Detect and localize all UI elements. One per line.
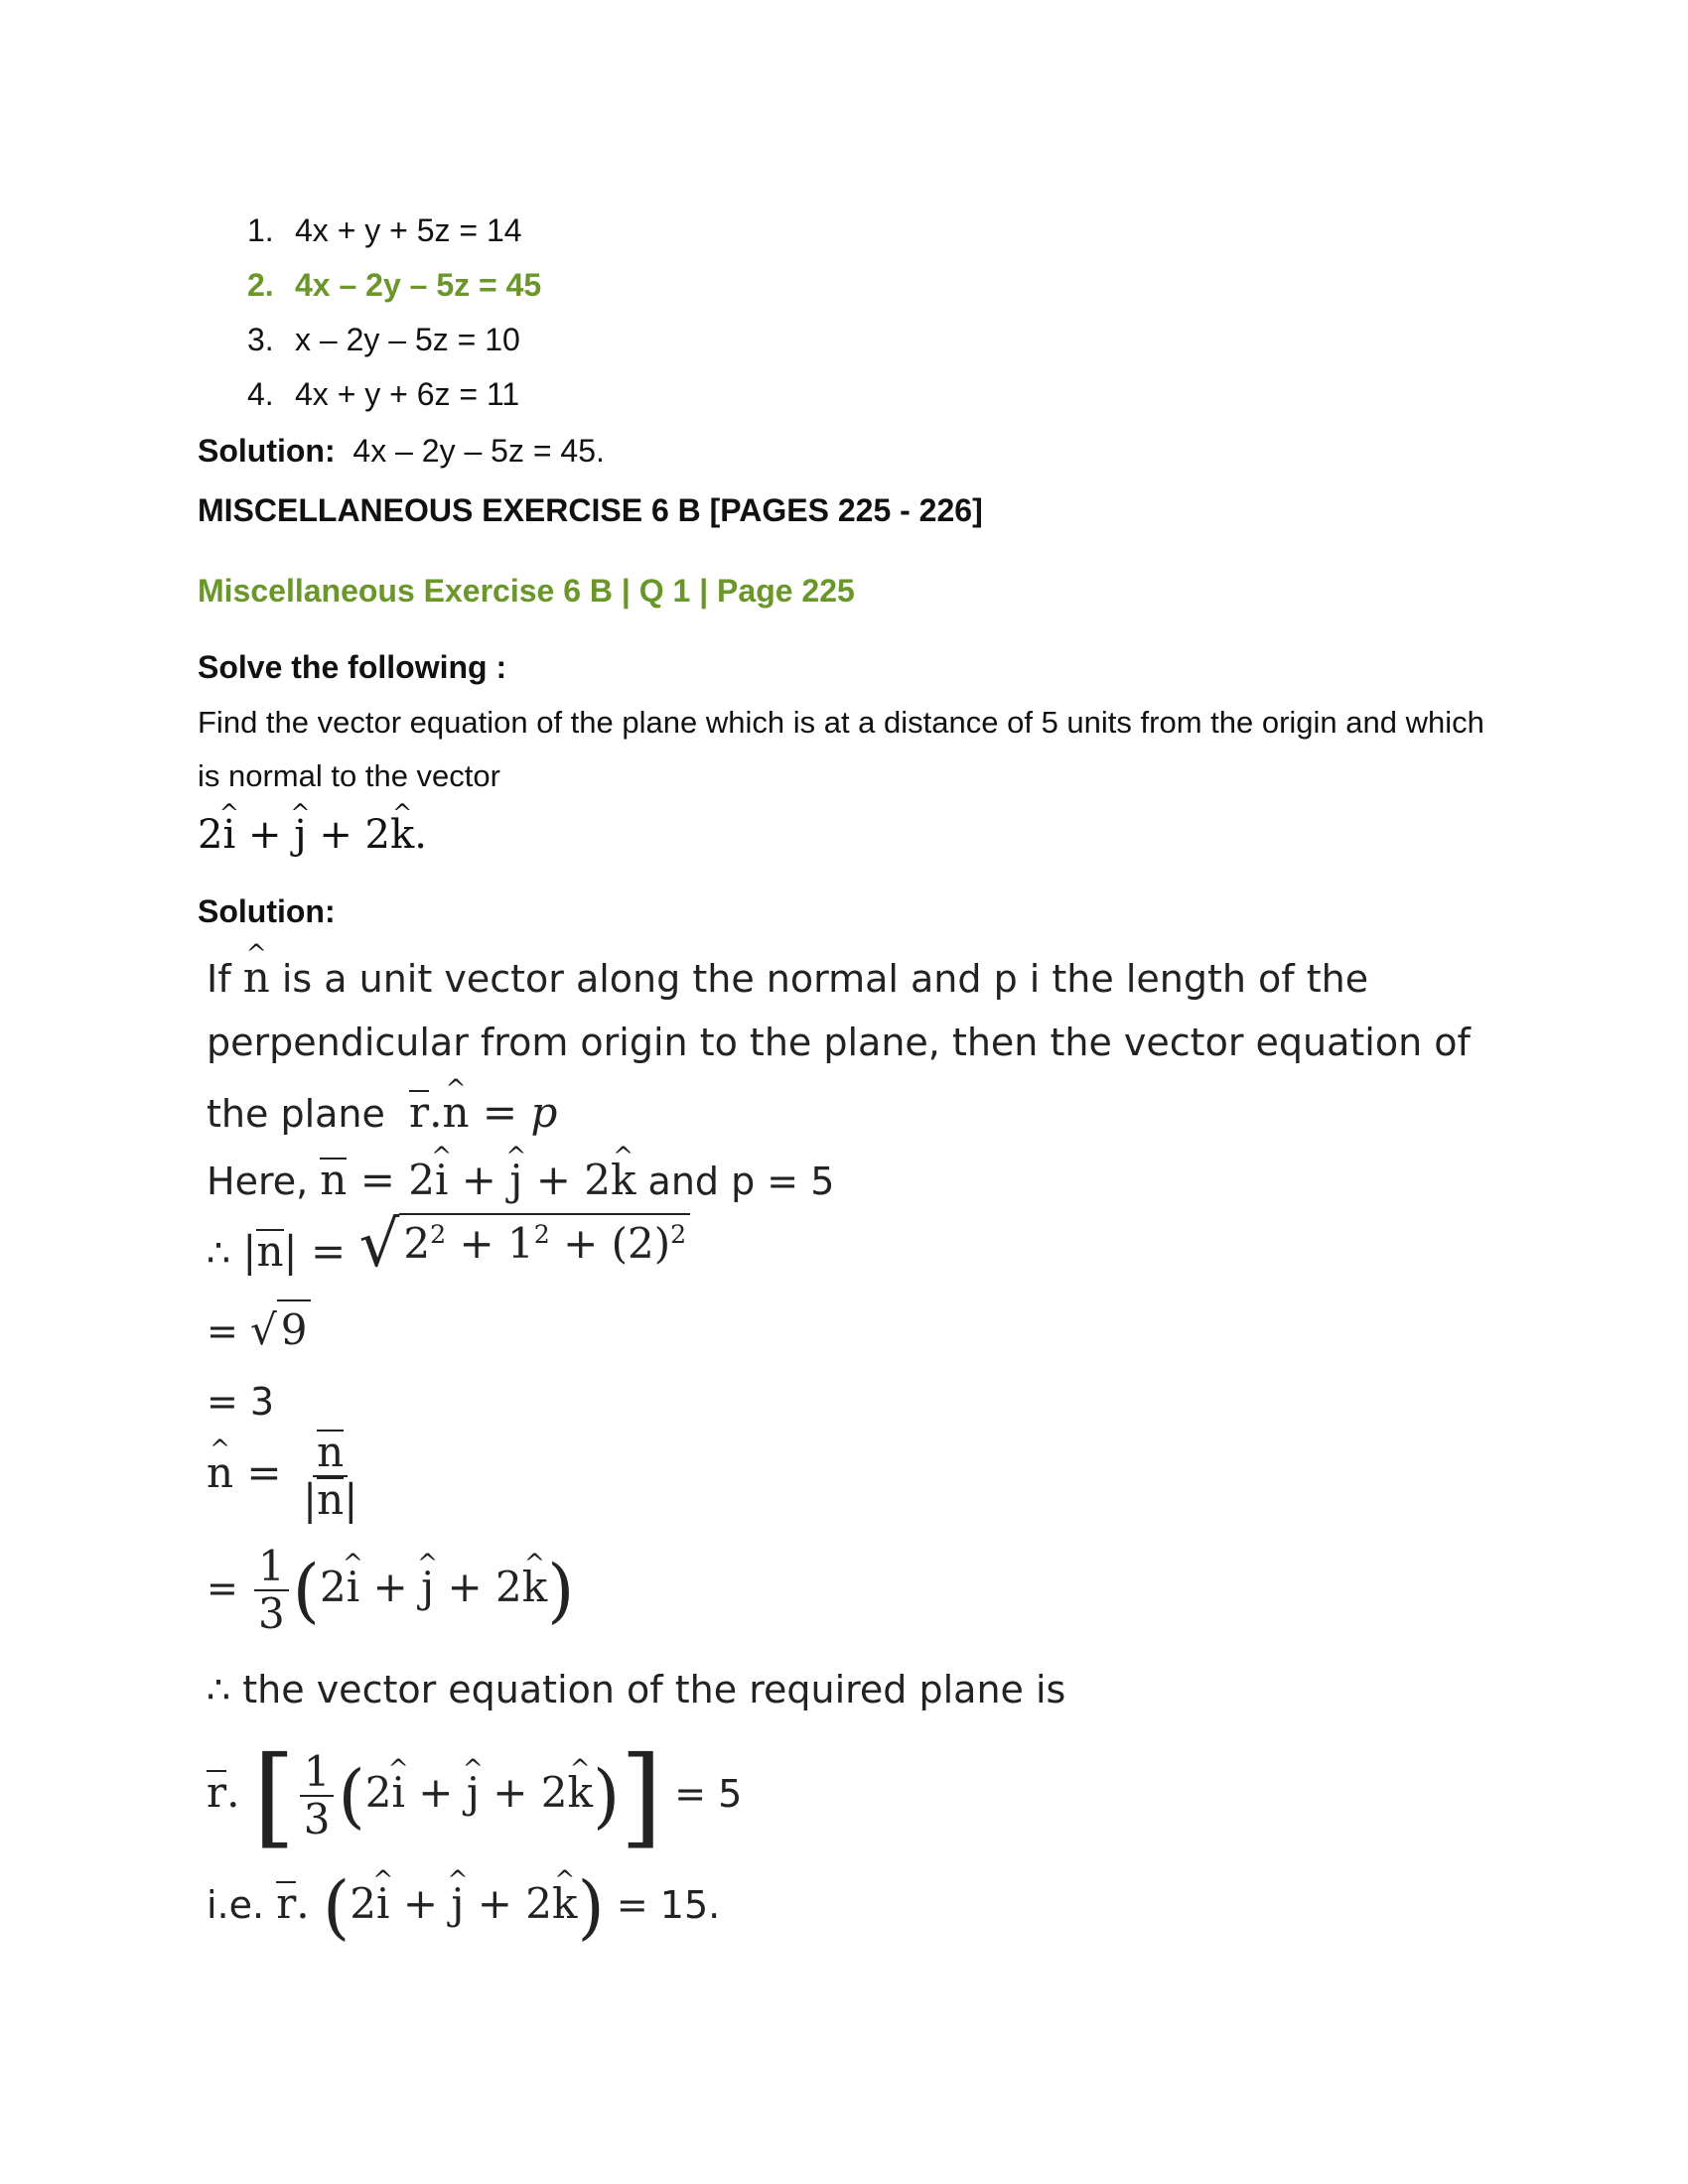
unit-vector-math: n ^ = $\frac{n}{|n|}$: [207, 1448, 365, 1497]
step-text: is a unit vector along the normal and p i the length of the: [281, 957, 1369, 1001]
option-text: x – 2y – 5z = 10: [295, 322, 520, 357]
step-equals-3: = 3: [207, 1380, 275, 1424]
step-text: = 5: [674, 1772, 743, 1816]
step-final: [207, 1866, 720, 1948]
inline-solution: [198, 433, 605, 470]
plane-equation-bracket-math: r. [ $\frac{1}{3}$ (2i ^ + j ^ + 2k ^)]: [207, 1768, 662, 1817]
question-text: Find the vector equation of the plane which is at a distance of 5 units from the origin and which is normal to the vector: [198, 705, 1484, 793]
normal-vector-math: n = 2i ^ + j ^ + 2k ^: [320, 1156, 635, 1204]
step-unit-vector-value: [207, 1544, 574, 1637]
option-2-correct: [247, 267, 541, 304]
step-text: i.e.: [207, 1883, 265, 1927]
step-text: If: [207, 957, 231, 1001]
option-text: 4x + y + 5z = 14: [295, 212, 522, 248]
step-plane-equation: [207, 1732, 742, 1859]
solution-answer: 4x – 2y – 5z = 45.: [352, 433, 605, 469]
step-text: and p = 5: [647, 1160, 835, 1203]
step-intro-line-1: [207, 953, 1368, 1002]
unit-vector-value-math: $\frac{1}{3}$ (2i ^ + j ^ + 2k ^): [250, 1563, 575, 1611]
plane-equation-math: r.n ^ = p: [409, 1088, 557, 1137]
solution-label: Solution:: [198, 433, 336, 469]
step-text: Here,: [207, 1160, 309, 1203]
option-number: 4.: [247, 376, 274, 412]
option-number: 1.: [247, 212, 274, 248]
question-reference[interactable]: Miscellaneous Exercise 6 B | Q 1 | Page 225: [198, 573, 855, 609]
option-4: [247, 376, 519, 413]
step-magnitude: [207, 1208, 690, 1282]
sqrt-math: √9: [250, 1299, 312, 1354]
option-text: 4x + y + 6z = 11: [295, 376, 520, 412]
option-number: 2.: [247, 267, 274, 303]
final-equation-math: r. (2i ^ + j ^ + 2k ^): [276, 1879, 605, 1928]
section-heading: MISCELLANEOUS EXERCISE 6 B [PAGES 225 - 226]: [198, 492, 983, 528]
unit-normal-symbol: n ^: [243, 953, 270, 1002]
solve-label: Solve the following :: [198, 649, 507, 685]
step-here: [207, 1156, 834, 1204]
step-conclusion: ∴ the vector equation of the required plane is: [207, 1668, 1066, 1711]
step-sqrt9: [207, 1305, 311, 1354]
option-3: [247, 322, 520, 358]
option-number: 3.: [247, 322, 274, 357]
option-1: [247, 212, 522, 249]
question-vector: 2i ^ + j ^ + 2k ^.: [198, 812, 427, 858]
step-unit-vector: [207, 1430, 365, 1523]
step-text: = 15.: [616, 1883, 721, 1927]
magnitude-math: |n| = √ $2^2 + 1^2 + (2)^2$: [242, 1227, 690, 1276]
equals-sign: =: [207, 1309, 238, 1353]
equals-sign: =: [207, 1567, 238, 1611]
step-text: the plane: [207, 1092, 385, 1136]
step-intro-line-2: perpendicular from origin to the plane, then the vector equation of: [207, 1021, 1471, 1064]
solution-heading: Solution:: [198, 893, 336, 929]
step-intro-line-3: [207, 1088, 557, 1137]
option-text: 4x – 2y – 5z = 45: [295, 267, 542, 303]
therefore-symbol: ∴: [207, 1231, 231, 1275]
